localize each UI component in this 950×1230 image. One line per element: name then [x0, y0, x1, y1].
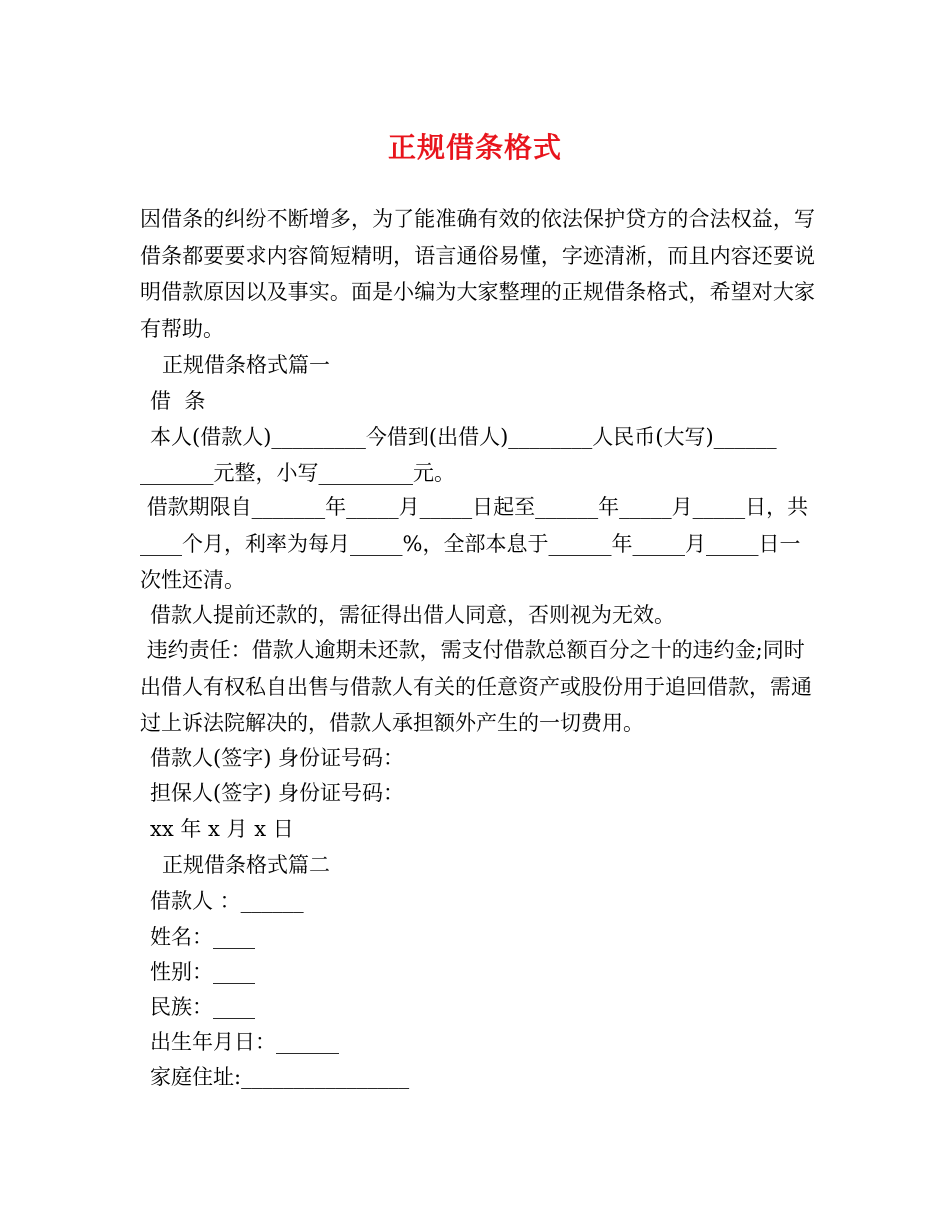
section-heading-1: 正规借条格式篇一	[162, 353, 330, 377]
note-heading: 借 条	[150, 389, 206, 413]
section-heading-2: 正规借条格式篇二	[162, 853, 330, 877]
ethnicity-field: 民族：____	[150, 995, 255, 1019]
birth-date-field: 出生年月日：______	[150, 1030, 339, 1054]
term-paragraph: 借款期限自_______年_____月_____日起至______年_____月_____日，共____个月，利率为每月_____%，全部本息于______年_____月_____日一次性还清。	[140, 495, 809, 592]
breach-paragraph: 违约责任：借款人逾期未还款，需支付借款总额百分之十的违约金;同时出借人有权私自出售与借款人有关的任意资产或股份用于追回借款，需通过上诉法院解决的，借款人承担额外产生的一切费用。	[140, 638, 812, 735]
guarantor-signature-line: 担保人(签字) 身份证号码：	[150, 781, 405, 805]
borrower-field: 借款人 ：______	[150, 889, 304, 913]
borrower-signature-line: 借款人(签字) 身份证号码：	[150, 746, 405, 770]
document-title: 正规借条格式	[387, 131, 562, 164]
date-line: xx 年 x 月 x 日	[150, 817, 294, 841]
name-field: 姓名：____	[150, 925, 255, 949]
address-field: 家庭住址:________________	[150, 1065, 410, 1089]
amount-line-1: 本人(借款人)_________今借到(出借人)________人民币(大写)______	[150, 425, 777, 449]
amount-line-2: _______元整，小写_________元。	[140, 461, 455, 485]
intro-paragraph: 因借条的纠纷不断增多，为了能准确有效的依法保护贷方的合法权益，写借条都要要求内容简短精明，语言通俗易懂，字迹清淅，而且内容还要说明借款原因以及事实。面是小编为大家整理的正规借条格式，希望对大家有帮助。	[140, 207, 815, 341]
gender-field: 性别：____	[150, 960, 255, 984]
early-repayment-clause: 借款人提前还款的，需征得出借人同意，否则视为无效。	[150, 603, 675, 627]
